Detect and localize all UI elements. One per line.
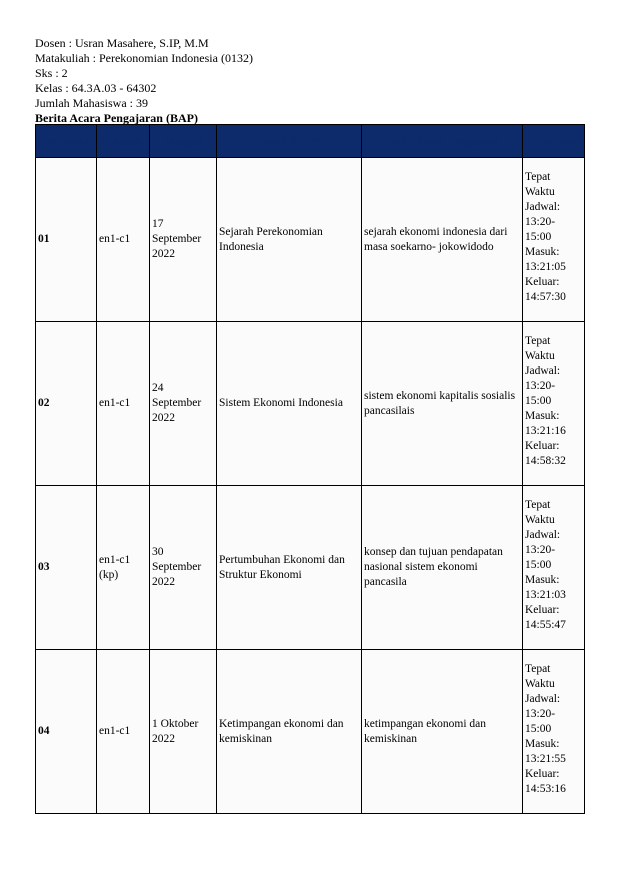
kehadiran-masuk-value: 13:21:05: [525, 261, 566, 273]
bahan-kajian-cell: Sistem Ekonomi Indonesia: [217, 322, 362, 486]
kehadiran-jadwal-value: 13:20-: [525, 216, 556, 228]
kelas-line: Kelas : 64.3A.03 - 64302: [35, 81, 157, 95]
kehadiran-status: Waktu: [525, 678, 555, 690]
column-header-tanggal: Tanggal: [150, 125, 217, 158]
table-header-row: [36, 125, 585, 158]
kehadiran-status: Waktu: [525, 350, 555, 362]
kehadiran-jadwal-value: 13:20-: [525, 380, 556, 392]
ruangan-cell: en1-c1: [97, 322, 150, 486]
kehadiran-cell: [523, 322, 585, 486]
bahan-kajian-cell: Pertumbuhan Ekonomi dan Struktur Ekonomi: [217, 486, 362, 650]
kehadiran-masuk-label: Masuk:: [525, 738, 560, 750]
dosen-line: Dosen : Usran Masahere, S.IP, M.M: [35, 36, 209, 50]
kehadiran-masuk-label: Masuk:: [525, 574, 560, 586]
kehadiran-jadwal-value: 13:20-: [525, 708, 556, 720]
bahan-kajian-cell: Ketimpangan ekonomi dan kemiskinan: [217, 650, 362, 814]
kehadiran-masuk-label: Masuk:: [525, 246, 560, 258]
tanggal-cell: 1 Oktober 2022: [150, 650, 217, 814]
kehadiran-jadwal-value: 15:00: [525, 559, 552, 571]
kehadiran-jadwal-label: Jadwal:: [525, 529, 561, 541]
bap-table: [35, 124, 585, 814]
kehadiran-status: Waktu: [525, 514, 555, 526]
bahan-kajian-cell: Sejarah Perekonomian Indonesia: [217, 158, 362, 322]
kehadiran-keluar-value: 14:58:32: [525, 455, 566, 467]
kehadiran-jadwal-label: Jadwal:: [525, 693, 561, 705]
kehadiran-masuk-value: 13:21:55: [525, 753, 566, 765]
kehadiran-masuk-value: 13:21:16: [525, 425, 566, 437]
kehadiran-cell: [523, 158, 585, 322]
kehadiran-jadwal-value: 15:00: [525, 723, 552, 735]
kehadiran-keluar-label: Keluar:: [525, 768, 560, 780]
bap-title: Berita Acara Pengajaran (BAP): [35, 111, 198, 125]
table-row: [36, 650, 585, 814]
kehadiran-keluar-value: 14:53:16: [525, 783, 566, 795]
kehadiran-status: Tepat: [525, 663, 551, 675]
ruangan-cell: en1-c1 (kp): [97, 486, 150, 650]
kehadiran-keluar-label: Keluar:: [525, 604, 560, 616]
matakuliah-line: Matakuliah : Perekonomian Indonesia (0132): [35, 51, 253, 65]
tanggal-cell: 30 September 2022: [150, 486, 217, 650]
column-header-ruangan: Ruangan: [97, 125, 150, 158]
kehadiran-jadwal-label: Jadwal:: [525, 365, 561, 377]
kehadiran-jadwal-label: Jadwal:: [525, 201, 561, 213]
kehadiran-jadwal-value: 13:20-: [525, 544, 556, 556]
kehadiran-masuk-value: 13:21:03: [525, 589, 566, 601]
pertemuan-cell: 01: [36, 158, 97, 322]
kehadiran-jadwal-value: 15:00: [525, 395, 552, 407]
kehadiran-status: Tepat: [525, 335, 551, 347]
kehadiran-keluar-value: 14:57:30: [525, 291, 566, 303]
berita-acara-cell: sistem ekonomi kapitalis sosialis pancasilais: [362, 322, 523, 486]
berita-acara-cell: konsep dan tujuan pendapatan nasional sistem ekonomi pancasila: [362, 486, 523, 650]
kehadiran-keluar-value: 14:55:47: [525, 619, 566, 631]
kehadiran-status: Waktu: [525, 186, 555, 198]
kehadiran-status: Tepat: [525, 499, 551, 511]
kehadiran-jadwal-value: 15:00: [525, 231, 552, 243]
column-header-berita-acara: Berita Acara Pengajaran: [362, 125, 523, 158]
sks-line: Sks : 2: [35, 66, 68, 80]
ruangan-cell: en1-c1: [97, 158, 150, 322]
column-header-pertemuan: Pertemuan: [36, 125, 97, 158]
kehadiran-masuk-label: Masuk:: [525, 410, 560, 422]
pertemuan-cell: 02: [36, 322, 97, 486]
pertemuan-cell: 03: [36, 486, 97, 650]
table-row: [36, 158, 585, 322]
berita-acara-cell: ketimpangan ekonomi dan kemiskinan: [362, 650, 523, 814]
kehadiran-status: Tepat: [525, 171, 551, 183]
column-header-bahan-kajian: Bahan Kajian: [217, 125, 362, 158]
berita-acara-cell: sejarah ekonomi indonesia dari masa soekarno- jokowidodo: [362, 158, 523, 322]
column-header-kehadiran: Kehadiran: [523, 125, 585, 158]
kehadiran-keluar-label: Keluar:: [525, 440, 560, 452]
kehadiran-keluar-label: Keluar:: [525, 276, 560, 288]
pertemuan-cell: 04: [36, 650, 97, 814]
tanggal-cell: 17 September 2022: [150, 158, 217, 322]
ruangan-cell: en1-c1: [97, 650, 150, 814]
table-row: [36, 486, 585, 650]
tanggal-cell: 24 September 2022: [150, 322, 217, 486]
document-header: [35, 36, 595, 126]
table-row: [36, 322, 585, 486]
kehadiran-cell: [523, 650, 585, 814]
kehadiran-cell: [523, 486, 585, 650]
jumlah-mahasiswa-line: Jumlah Mahasiswa : 39: [35, 96, 148, 110]
